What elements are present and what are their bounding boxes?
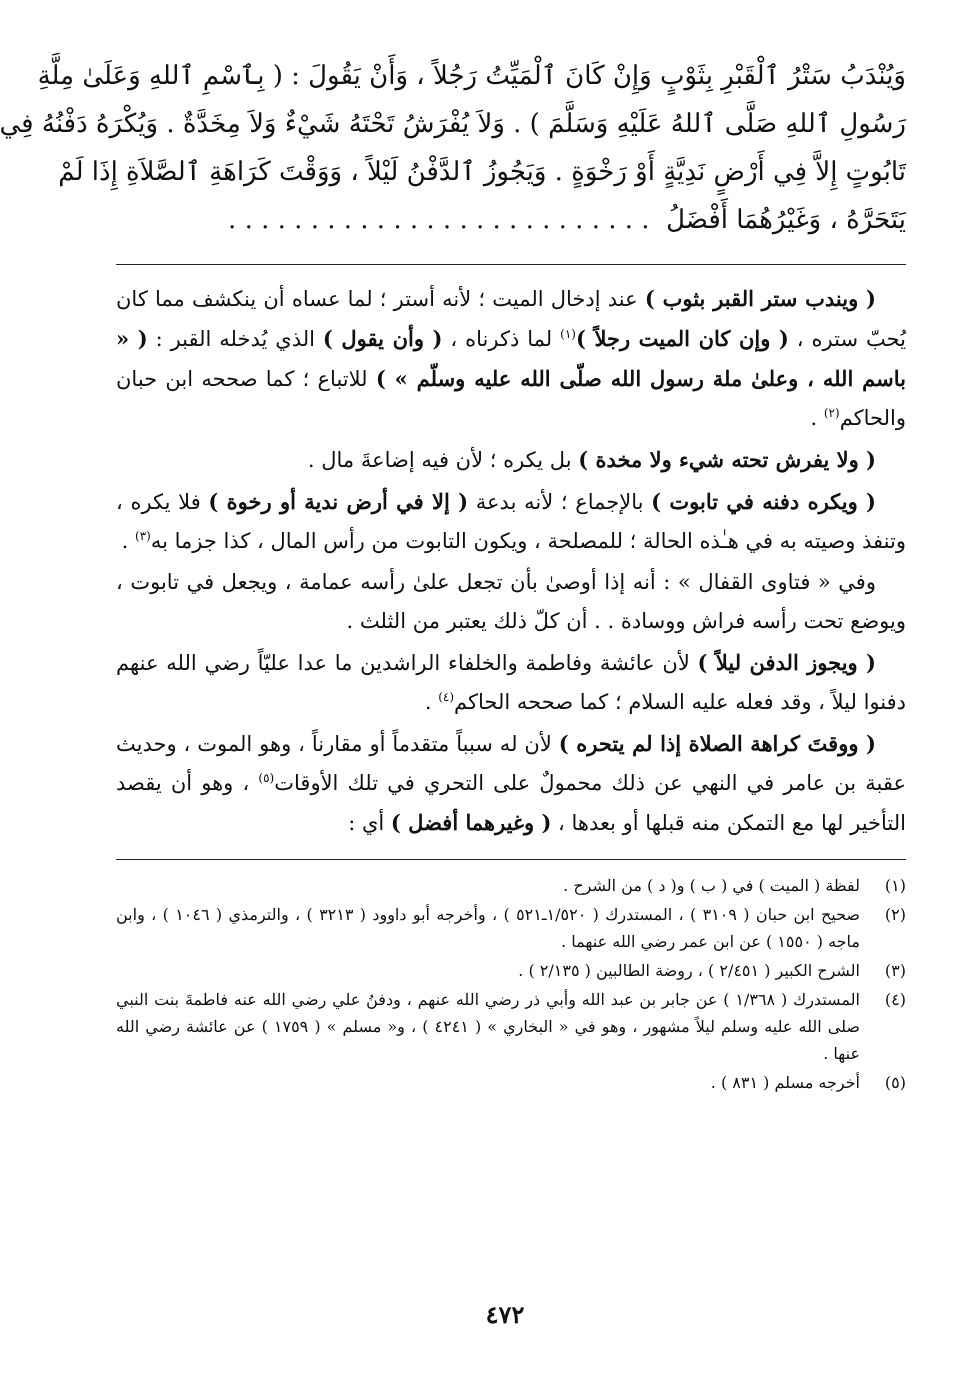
matn-quote: ( ولا يفرش تحته شيء ولا مخدة ) (578, 447, 876, 472)
footnote-ref[interactable]: (٣) (135, 529, 151, 543)
footnote-divider (116, 859, 906, 860)
sharh-paragraph (116, 482, 906, 561)
footnote-number: (١) (884, 876, 906, 895)
sharh-text: لأن عائشة وفاطمة والخلفاء الراشدين ما عدا عليّاً رضي الله عنهم دفنوا ليلاً ، وقد فعله عليه السلام ؛ كما صححه الحاكم (116, 651, 906, 714)
sharh-text: . (121, 529, 136, 553)
matn-line: وَيُنْدَبُ سَتْرُ ٱلْقَبْرِ بِثَوْبٍ وَإِنْ كَانَ ٱلْمَيِّتُ رَجُلاً ، وَأَنْ يَقُولَ : ( بِٱسْمِ ٱللهِ وَعَلَىٰ مِلَّةِ (37, 61, 906, 91)
matn-quote: ( ويكره دفنه في تابوت ) (651, 489, 876, 514)
sharh-text: عند إدخال الميت ؛ لأنه أستر ؛ لما عساه أن ينكشف مما كان يُحبّ ستره ، (116, 287, 906, 351)
footnote-ref[interactable]: (٢) (823, 406, 840, 420)
sharh-paragraph (116, 643, 906, 722)
footnote-text: الشرح الكبير ( ٢/٤٥١ ) ، روضة الطالبين ( ٢/١٣٥ ) . (518, 961, 860, 980)
footnote-text: المستدرك ( ١/٣٦٨ ) عن جابر بن عبد الله وأبي ذر رضي الله عنهم ، ودفنُ علي رضي الله عنه فاطمةَ بنت النبي صلى الله عليه وسلم ليلاً مشهور ، وهو في « البخاري » ( ٤٢٤١ ) ، و« مسلم » ( ١٧٥٩ ) عن عائشة رضي الله عنها . (116, 990, 860, 1063)
sharh-text: . (424, 690, 439, 714)
sharh-text: الذي يُدخله القبر : (147, 327, 323, 351)
footnote-text: صحيح ابن حبان ( ٣١٠٩ ) ، المستدرك ( ١/٥٢٠ـ٥٢١ ) ، وأخرجه أبو داوود ( ٣٢١٣ ) ، والترمذي ( ١٠٤٦ ) ، وابن ماجه ( ١٥٥٠ ) عن ابن عمر رضي الله عنهما . (116, 905, 861, 951)
footnote-number: (٣) (884, 961, 906, 980)
footnote-ref[interactable]: (٥) (258, 771, 275, 785)
sharh-commentary (116, 279, 906, 843)
footnote-item (116, 957, 906, 984)
sharh-paragraph (116, 563, 906, 641)
sharh-text: بل يكره ؛ لأن فيه إضاعةَ مال . (307, 448, 579, 472)
sharh-text: ، وهو أن يقصد التأخير لها مع التمكن منه قبلها أو بعدها ، (116, 771, 906, 835)
sharh-text: فلا يكره ، وتنفذ وصيته به في هـٰذه الحالة ؛ للمصلحة ، ويكون التابوت من رأس المال ، كذا جزما به (116, 490, 906, 553)
matn-quote: ( « باسم الله ، وعلىٰ ملة رسول الله صلّى الله عليه وسلّم » ) (116, 326, 906, 391)
matn-quote: ( ويندب ستر القبر بثوب ) (644, 286, 876, 311)
matn-quote: ( إلا في أرض ندية أو رخوة ) (208, 489, 469, 514)
matn-quote: ( ووقتَ كراهة الصلاة إذا لم يتحره ) (558, 731, 876, 756)
sharh-text: أي : (348, 811, 391, 835)
matn-quote: ( وأن يقول ) (322, 326, 443, 351)
matn-dots: . . . . . . . . . . . . . . . . . . . . . . . . . . (228, 205, 650, 235)
footnote-ref[interactable]: (٤) (438, 690, 455, 704)
sharh-text: لما ذكرناه ، (442, 327, 561, 351)
footnote-number: (٥) (884, 1073, 906, 1092)
sharh-text: لأن له سبباً متقدماً أو مقارناً ، وهو الموت ، وحديث عقبة بن عامر في النهي عن ذلك محمولٌ على التحري في تلك الأوقات (116, 732, 906, 795)
sharh-paragraph (116, 724, 906, 843)
sharh-text: وفي « فتاوى القفال » : أنه إذا أوصىٰ بأن تجعل علىٰ رأسه عمامة ، ويجعل في تابوت ، ويوضع تحت رأسه فراش ووسادة . . أن كلّ ذلك يعتبر من الثلث . (116, 570, 906, 633)
footnote-item (116, 872, 906, 899)
footnote-text: أخرجه مسلم ( ٨٣١ ) . (710, 1073, 860, 1092)
matn-line-text: يَتَحَرَّهُ ، وَغَيْرُهُمَا أَفْضَلُ (666, 205, 906, 235)
footnote-item (116, 901, 906, 955)
page-body (0, 52, 906, 1098)
footnote-text: لفظة ( الميت ) في ( ب ) و( د ) من الشرح . (563, 876, 860, 895)
matn-quote: ( وغيرهما أفضل ) (390, 810, 552, 835)
sharh-paragraph (116, 440, 906, 480)
matn-line: رَسُولِ ٱللهِ صَلَّى ٱللهُ عَلَيْهِ وَسَلَّمَ ) . وَلاَ يُفْرَشُ تَحْتَهُ شَيْءٌ وَلاَ مِخَدَّةٌ . وَيُكْرَهُ دَفْنُهُ فِي (0, 109, 906, 139)
page-number: ٤٧٢ (485, 1300, 525, 1329)
matn-quote: ( ويجوز الدفن ليلاً ) (697, 650, 876, 675)
sharh-paragraph (116, 279, 906, 438)
sharh-text: بالإجماع ؛ لأنه بدعة (468, 490, 652, 514)
footnote-number: (٢) (884, 905, 906, 924)
matn-line-last (116, 196, 906, 244)
main-divider (116, 264, 906, 265)
footnote-item (116, 986, 906, 1067)
footnote-number: (٤) (884, 990, 906, 1009)
footnote-item (116, 1069, 906, 1096)
matn-line: تَابُوتٍ إِلاَّ فِي أَرْضٍ نَدِيَّةٍ أَوْ رَخْوَةٍ . وَيَجُوزُ ٱلدَّفْنُ لَيْلاً ، وَوَقْتَ كَرَاهَةِ ٱلصَّلاَةِ إِذَا لَمْ (58, 157, 906, 187)
footnotes (116, 872, 906, 1096)
footnote-ref[interactable]: (١) (560, 327, 576, 341)
matn-text (0, 52, 906, 244)
sharh-text: . (810, 406, 824, 430)
matn-quote: ( وإن كان الميت رجلاً ) (575, 326, 789, 351)
sharh-text: للاتباع ؛ كما صححه ابن حبان والحاكم (116, 367, 906, 430)
